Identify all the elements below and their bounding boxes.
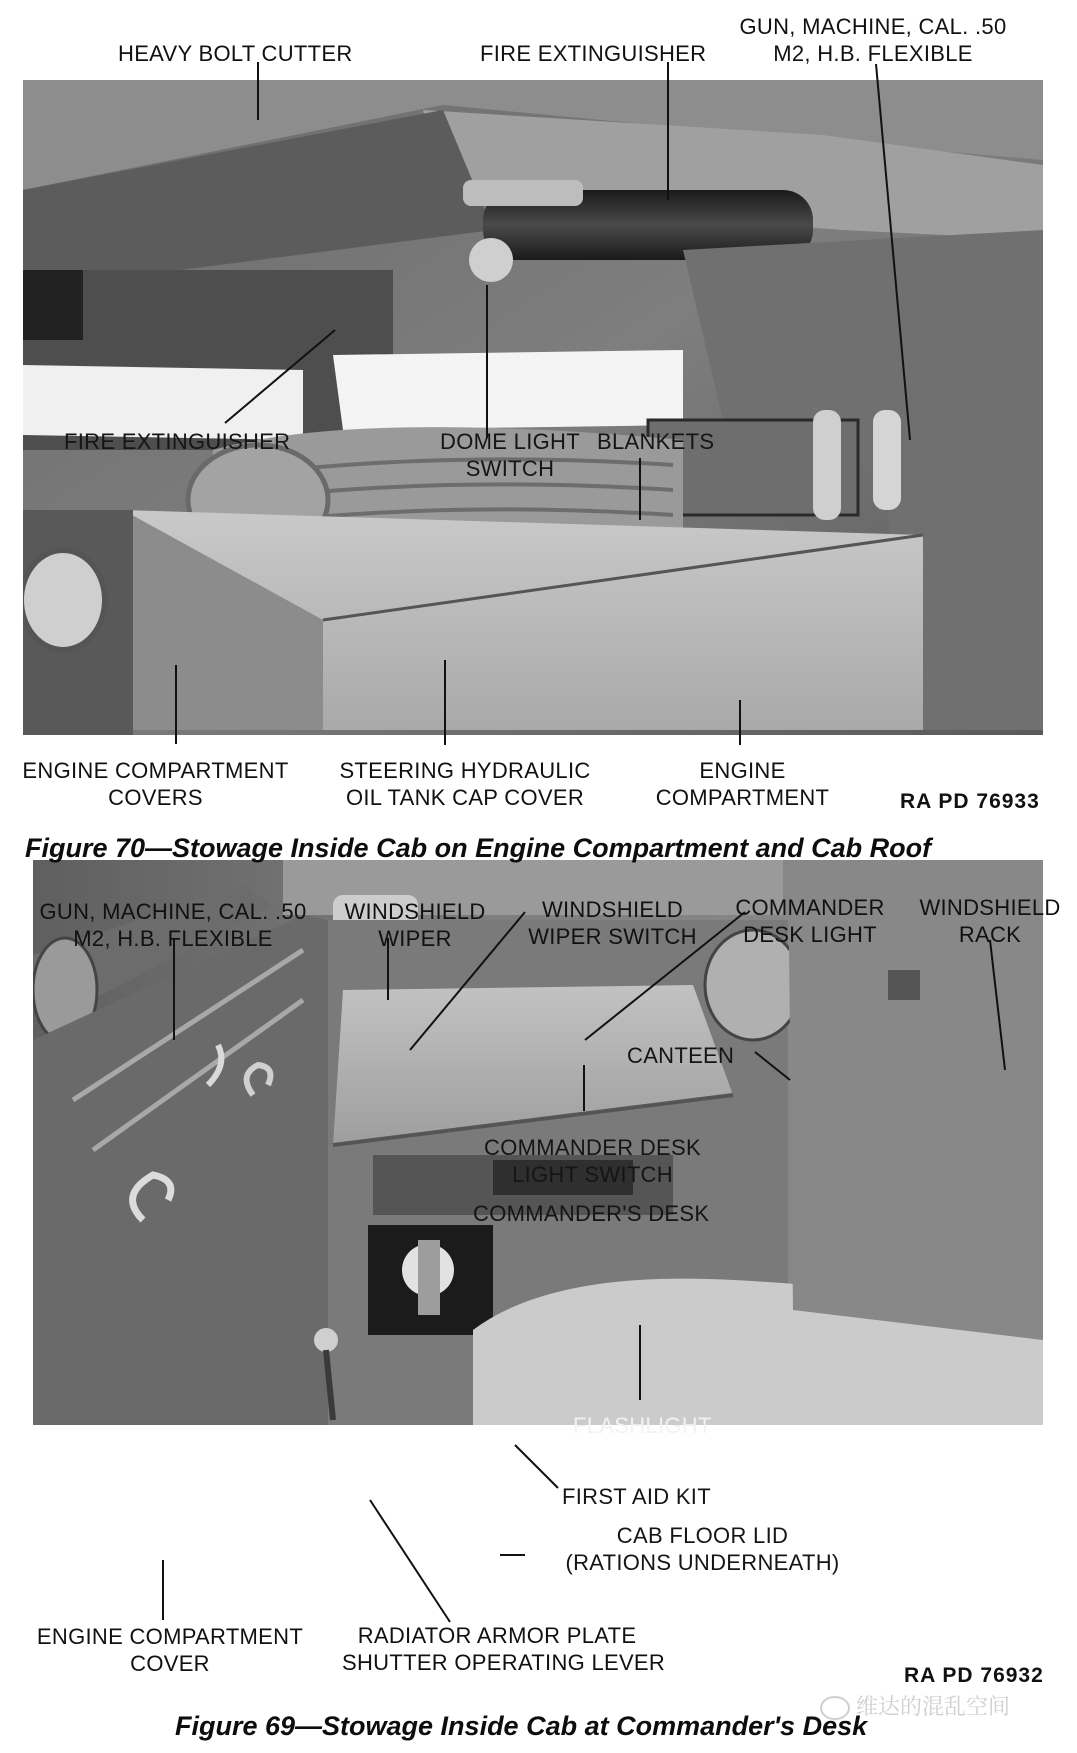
desk-light-line2: DESK LIGHT: [743, 922, 877, 947]
desk-switch-line2: LIGHT SWITCH: [512, 1162, 673, 1187]
steering-line1: STEERING HYDRAULIC: [339, 758, 591, 783]
engine-cover-line2: COVER: [130, 1651, 210, 1676]
label-first-aid-kit: FIRST AID KIT: [562, 1484, 711, 1509]
desk-switch-line1: COMMANDER DESK: [484, 1135, 701, 1160]
engine-comp-line2: COMPARTMENT: [655, 785, 830, 810]
engine-cover-line1: ENGINE COMPARTMENT: [36, 1624, 304, 1649]
label-steering-hydraulic: [335, 757, 595, 811]
floor-lid-line1: CAB FLOOR LID: [616, 1523, 789, 1548]
gun-fig70-line2: M2, H.B. FLEXIBLE: [773, 41, 973, 66]
label-radiator-lever: [342, 1622, 666, 1676]
label-engine-compartment-covers: [18, 757, 293, 811]
steering-line2: OIL TANK CAP COVER: [345, 785, 585, 810]
wiper-switch-line2: WIPER SWITCH: [528, 924, 697, 949]
radiator-line2: SHUTTER OPERATING LEVER: [342, 1650, 666, 1675]
label-dome-light-switch: [435, 428, 585, 482]
engine-comp-line1: ENGINE: [699, 758, 786, 783]
label-blankets: BLANKETS: [597, 429, 715, 454]
engine-covers-line2: COVERS: [108, 785, 203, 810]
label-windshield-wiper-switch: [525, 896, 700, 950]
label-flashlight: FLASHLIGHT: [573, 1413, 712, 1438]
label-gun-machine-fig69: [28, 898, 318, 952]
radiator-line1: RADIATOR ARMOR PLATE: [357, 1623, 637, 1648]
desk-light-line1: COMMANDER: [735, 895, 885, 920]
rack-line2: RACK: [958, 922, 1022, 947]
gun-fig70-line1: GUN, MACHINE, CAL. .50: [739, 14, 1007, 39]
label-commander-desk-light: [730, 894, 890, 948]
label-windshield-rack: [915, 894, 1065, 948]
figure-70-photo: [23, 80, 1043, 735]
engine-covers-line1: ENGINE COMPARTMENT: [22, 758, 289, 783]
wiper-line1: WINDSHIELD: [344, 899, 486, 924]
label-engine-compartment-cover: [35, 1623, 305, 1677]
wiper-switch-line1: WINDSHIELD: [541, 897, 684, 922]
figure-69-caption: Figure 69—Stowage Inside Cab at Commander's Desk: [175, 1711, 868, 1741]
gun-fig69-line2: M2, H.B. FLEXIBLE: [73, 926, 273, 951]
label-commanders-desk: COMMANDER'S DESK: [473, 1201, 710, 1226]
label-commander-desk-light-switch: [475, 1134, 710, 1188]
label-engine-compartment: [655, 757, 830, 811]
figure-70-caption: Figure 70—Stowage Inside Cab on Engine Compartment and Cab Roof: [25, 833, 932, 863]
rack-line1: WINDSHIELD: [919, 895, 1061, 920]
dome-light-line1: DOME LIGHT: [440, 429, 580, 454]
figure-69-code: RA PD 76932: [904, 1664, 1044, 1687]
floor-lid-line2: (RATIONS UNDERNEATH): [565, 1550, 840, 1575]
figure-70-code: RA PD 76933: [900, 790, 1040, 813]
label-cab-floor-lid: [560, 1522, 845, 1576]
label-fire-extinguisher-top: FIRE EXTINGUISHER: [480, 41, 707, 66]
label-gun-machine-fig70: [728, 13, 1018, 67]
label-windshield-wiper: [340, 898, 490, 952]
wechat-icon: [820, 1696, 850, 1720]
watermark: [820, 1690, 1010, 1721]
watermark-text: 维达的混乱空间: [856, 1695, 1011, 1720]
wiper-line2: WIPER: [378, 926, 452, 951]
label-heavy-bolt-cutter: HEAVY BOLT CUTTER: [118, 41, 353, 66]
label-canteen: CANTEEN: [627, 1043, 735, 1068]
gun-fig69-line1: GUN, MACHINE, CAL. .50: [39, 899, 307, 924]
dome-light-line2: SWITCH: [465, 456, 555, 481]
label-fire-extinguisher-left: FIRE EXTINGUISHER: [64, 429, 291, 454]
